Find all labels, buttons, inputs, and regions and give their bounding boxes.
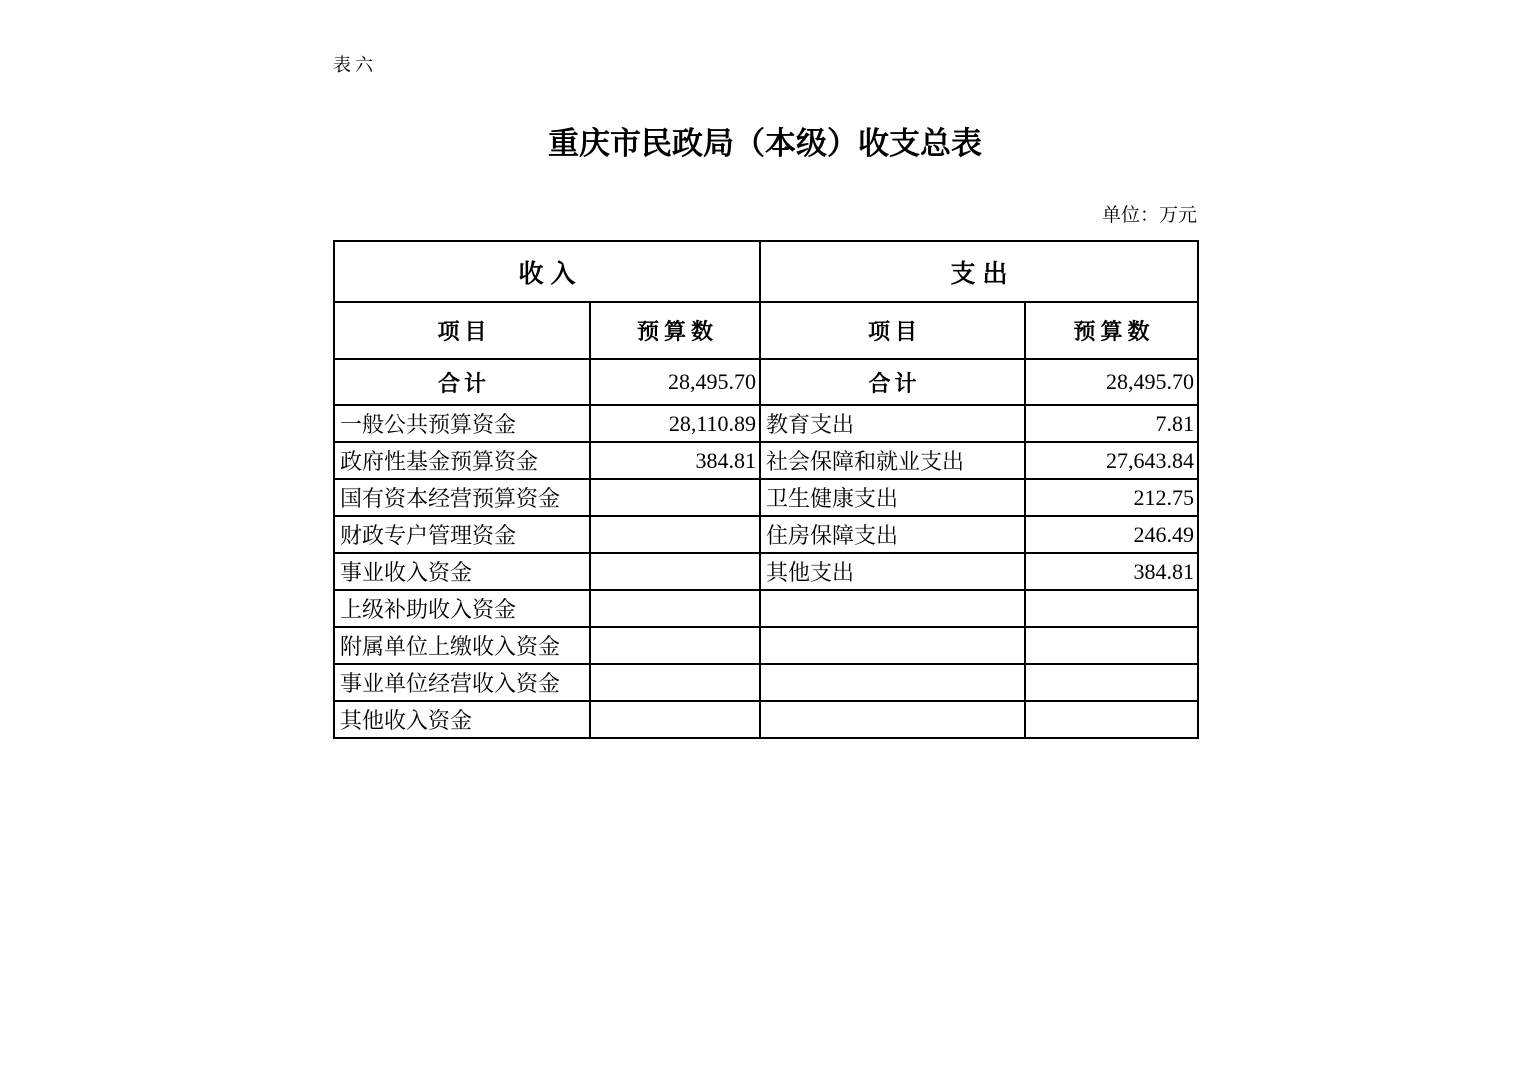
table-row [334, 405, 1198, 442]
expense-item-cell [760, 701, 1025, 738]
income-item-cell: 事业单位经营收入资金 [334, 664, 590, 701]
expense-value-cell [1025, 664, 1198, 701]
table-row [334, 516, 1198, 553]
income-item-cell: 事业收入资金 [334, 553, 590, 590]
expense-section-header: 支出 [760, 241, 1198, 302]
expense-item-cell: 合计 [760, 359, 1025, 405]
expense-item-cell: 住房保障支出 [760, 516, 1025, 553]
column-header-row [334, 302, 1198, 359]
income-item-cell: 合计 [334, 359, 590, 405]
expense-item-cell: 社会保障和就业支出 [760, 442, 1025, 479]
expense-value-cell: 28,495.70 [1025, 359, 1198, 405]
expense-item-cell: 其他支出 [760, 553, 1025, 590]
table-body [334, 359, 1198, 738]
income-value-cell: 384.81 [590, 442, 760, 479]
expense-item-cell [760, 664, 1025, 701]
income-item-cell: 财政专户管理资金 [334, 516, 590, 553]
table-row [334, 590, 1198, 627]
income-item-cell: 上级补助收入资金 [334, 590, 590, 627]
expense-value-cell: 246.49 [1025, 516, 1198, 553]
table-row [334, 442, 1198, 479]
income-value-cell [590, 627, 760, 664]
expense-item-cell: 教育支出 [760, 405, 1025, 442]
section-header-row [334, 241, 1198, 302]
expense-budget-column-header: 预算数 [1025, 302, 1198, 359]
expense-value-cell: 384.81 [1025, 553, 1198, 590]
income-item-column-header: 项目 [334, 302, 590, 359]
expense-value-cell: 7.81 [1025, 405, 1198, 442]
unit-label: 单位：万元 [1101, 205, 1197, 226]
expense-value-cell: 27,643.84 [1025, 442, 1198, 479]
income-item-cell: 附属单位上缴收入资金 [334, 627, 590, 664]
income-value-cell [590, 553, 760, 590]
income-item-cell: 国有资本经营预算资金 [334, 479, 590, 516]
income-item-cell: 一般公共预算资金 [334, 405, 590, 442]
page-title: 重庆市民政局（本级）收支总表 [548, 126, 982, 161]
expense-item-cell [760, 590, 1025, 627]
table-row [334, 359, 1198, 405]
expense-item-column-header: 项目 [760, 302, 1025, 359]
income-value-cell: 28,110.89 [590, 405, 760, 442]
expense-value-cell [1025, 590, 1198, 627]
expense-value-cell [1025, 627, 1198, 664]
income-value-cell [590, 701, 760, 738]
table-row [334, 627, 1198, 664]
table-number-label: 表六 [333, 55, 377, 75]
table-row [334, 479, 1198, 516]
expense-value-cell: 212.75 [1025, 479, 1198, 516]
income-value-cell [590, 664, 760, 701]
table-row [334, 701, 1198, 738]
income-item-cell: 政府性基金预算资金 [334, 442, 590, 479]
expense-item-cell: 卫生健康支出 [760, 479, 1025, 516]
income-item-cell: 其他收入资金 [334, 701, 590, 738]
income-value-cell [590, 516, 760, 553]
income-value-cell [590, 479, 760, 516]
income-value-cell: 28,495.70 [590, 359, 760, 405]
expense-value-cell [1025, 701, 1198, 738]
income-section-header: 收入 [334, 241, 760, 302]
table-row [334, 553, 1198, 590]
budget-summary-table [333, 240, 1199, 739]
income-budget-column-header: 预算数 [590, 302, 760, 359]
table-row [334, 664, 1198, 701]
expense-item-cell [760, 627, 1025, 664]
income-value-cell [590, 590, 760, 627]
